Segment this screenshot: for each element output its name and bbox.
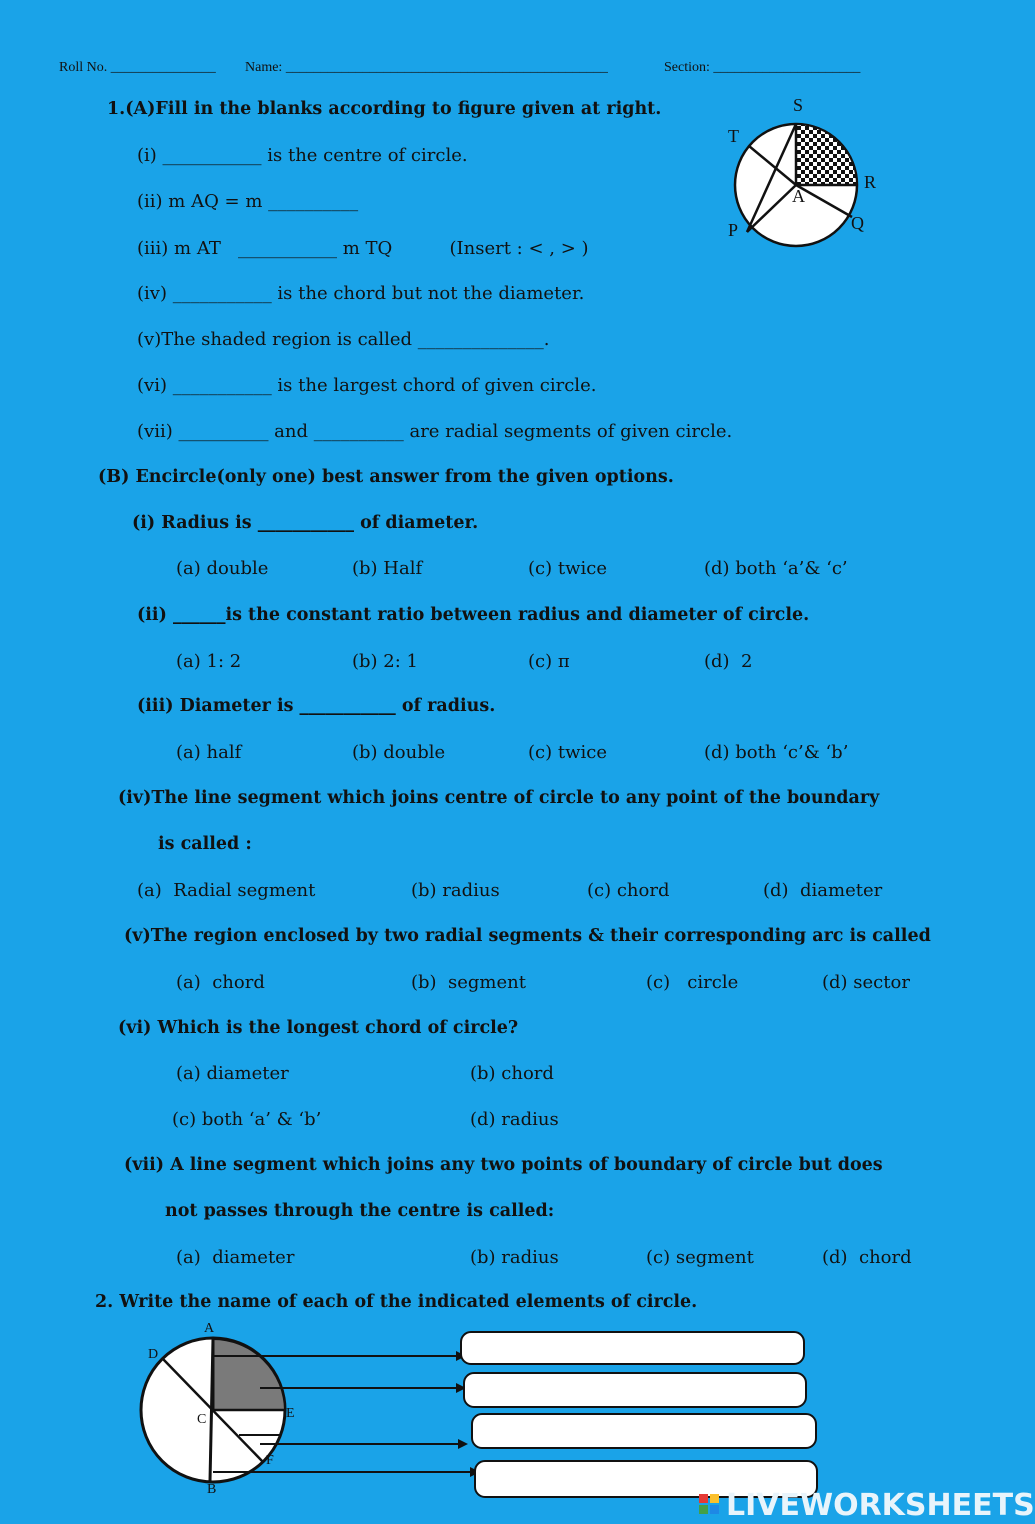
liveworksheets-logo-icon [698, 1492, 722, 1520]
option[interactable]: (a) diameter [176, 1063, 289, 1084]
answer-box-2[interactable] [463, 1372, 807, 1408]
option[interactable]: (d) diameter [763, 880, 883, 901]
q1b-question-cont: not passes through the centre is called: [165, 1201, 555, 1221]
fig1-label-p: P [728, 220, 739, 240]
section-label: Section: _____________________ [664, 60, 861, 75]
q1b-title: (B) Encircle(only one) best answer from the given options. [98, 467, 674, 487]
option[interactable]: (c) both ‘a’ & ‘b’ [172, 1109, 322, 1130]
roll-no-label: Roll No. _______________ [59, 60, 216, 75]
q1a-item: (v)The shaded region is called ______________. [137, 329, 550, 350]
circle-figure-2 [130, 1330, 480, 1500]
q1a-title: 1.(A)Fill in the blanks according to figure given at right. [107, 99, 662, 119]
q1a-item: (i) ___________ is the centre of circle. [137, 145, 468, 166]
option[interactable]: (a) 1: 2 [176, 651, 242, 672]
q2-title: 2. Write the name of each of the indicated elements of circle. [95, 1292, 698, 1312]
q1a-item: (iv) ___________ is the chord but not the diameter. [137, 283, 585, 304]
fig2-label-b: B [207, 1482, 217, 1497]
option[interactable]: (b) double [352, 742, 446, 763]
option[interactable]: (d) both ‘c’& ‘b’ [704, 742, 849, 763]
option[interactable]: (b) radius [470, 1247, 559, 1268]
option[interactable]: (c) segment [646, 1247, 754, 1268]
option[interactable]: (d) chord [822, 1247, 912, 1268]
fig2-label-f: F [266, 1453, 274, 1468]
option[interactable]: (c) π [528, 651, 570, 672]
q1b-question: (vi) Which is the longest chord of circle? [118, 1018, 519, 1038]
option[interactable]: (d) 2 [704, 651, 753, 672]
option[interactable]: (a) half [176, 742, 242, 763]
fig1-label-q: Q [851, 213, 864, 233]
q1b-question: (i) Radius is ___________ of diameter. [132, 513, 479, 533]
option[interactable]: (a) diameter [176, 1247, 295, 1268]
option[interactable]: (c) twice [528, 558, 607, 579]
fig1-label-a: A [792, 186, 805, 206]
q1b-question: (iii) Diameter is ___________ of radius. [137, 696, 496, 716]
name-label: Name: ______________________________________________ [245, 60, 608, 75]
fig2-label-c: C [197, 1412, 207, 1427]
q1a-item: (iii) m AT ___________ m TQ (Insert : < , > ) [137, 238, 589, 259]
option[interactable]: (c) chord [587, 880, 670, 901]
q1b-question: (vii) A line segment which joins any two points of boundary of circle but does [124, 1155, 883, 1175]
q1b-question-cont: is called : [158, 834, 252, 854]
answer-box-1[interactable] [460, 1331, 805, 1365]
option[interactable]: (c) circle [646, 972, 739, 993]
fig1-label-s: S [793, 95, 804, 115]
option[interactable]: (b) radius [411, 880, 500, 901]
fig2-label-a: A [204, 1321, 215, 1336]
fig1-label-r: R [864, 172, 877, 192]
q1a-item: (vi) ___________ is the largest chord of given circle. [137, 375, 597, 396]
q1a-item: (vii) __________ and __________ are radial segments of given circle. [137, 421, 733, 442]
option[interactable]: (b) chord [470, 1063, 554, 1084]
option[interactable]: (a) double [176, 558, 269, 579]
option[interactable]: (b) segment [411, 972, 526, 993]
q1b-question: (v)The region enclosed by two radial segments & their corresponding arc is called [124, 926, 931, 946]
option[interactable]: (b) 2: 1 [352, 651, 418, 672]
option[interactable]: (c) twice [528, 742, 607, 763]
fig1-label-t: T [728, 126, 739, 146]
q1b-question: (iv)The line segment which joins centre of circle to any point of the boundary [118, 788, 880, 808]
option[interactable]: (a) chord [176, 972, 265, 993]
q1a-item: (ii) m AQ = m __________ [137, 191, 359, 212]
circle-figure-1 [725, 110, 875, 260]
fig2-label-d: D [148, 1347, 159, 1362]
option[interactable]: (d) sector [822, 972, 910, 993]
q1b-question: (ii) ______is the constant ratio between radius and diameter of circle. [137, 605, 810, 625]
fig2-label-e: E [286, 1406, 295, 1421]
liveworksheets-logo: LIVEWORKSHEETS [726, 1488, 1035, 1523]
option[interactable]: (d) both ‘a’& ‘c’ [704, 558, 848, 579]
option[interactable]: (a) Radial segment [137, 880, 316, 901]
option[interactable]: (b) Half [352, 558, 423, 579]
answer-box-3[interactable] [471, 1413, 817, 1449]
option[interactable]: (d) radius [470, 1109, 559, 1130]
